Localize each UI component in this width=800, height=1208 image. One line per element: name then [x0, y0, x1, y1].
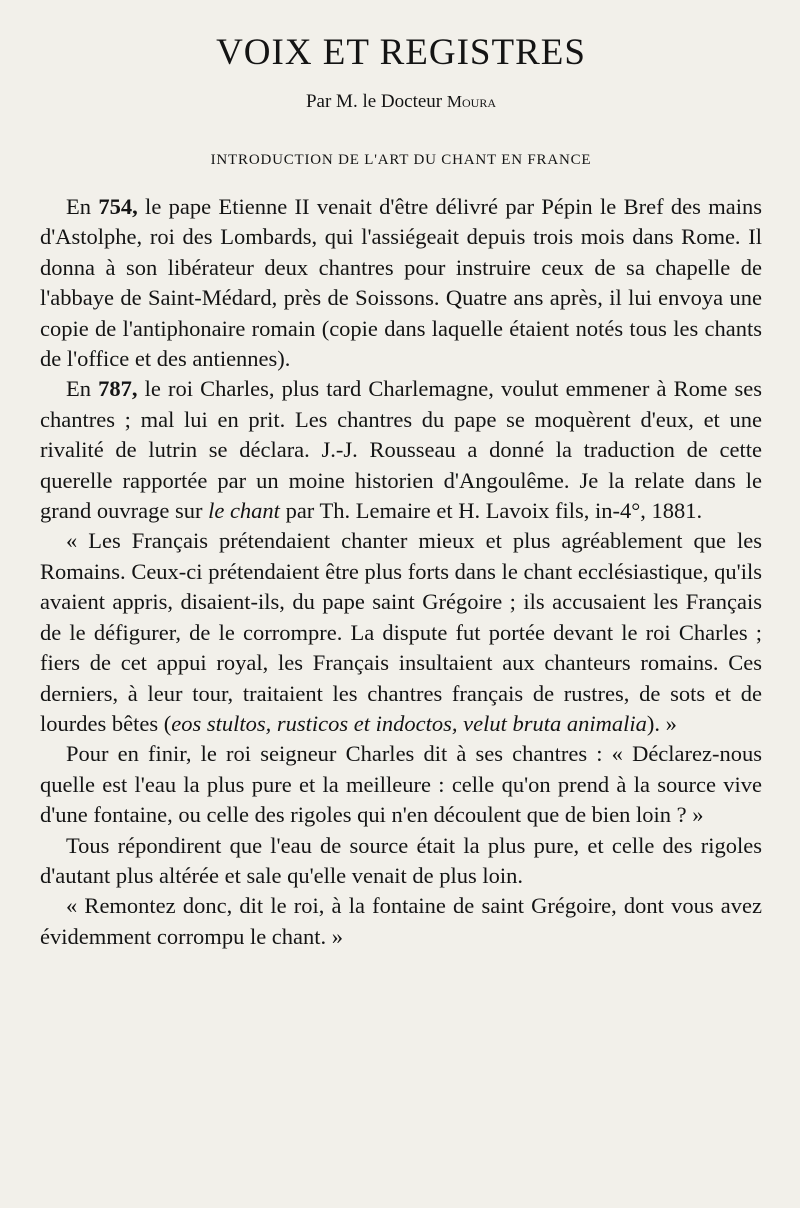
paragraph-3 — [40, 526, 762, 739]
paragraph-5: Tous répondirent que l'eau de source était la plus pure, et celle des rigoles d'autant plus altérée et sale qu'elle venait de plus loin. — [40, 832, 762, 888]
year-754: 754, — [98, 194, 138, 219]
document-title: VOIX ET REGISTRES — [216, 32, 586, 73]
paragraph-3-text-b: ). » — [646, 710, 677, 736]
paragraph-6: « Remontez donc, dit le roi, à la fontaine de saint Grégoire, dont vous avez évidemment corrompu le chant. » — [40, 893, 762, 949]
year-787: 787, — [98, 376, 138, 402]
byline — [40, 90, 762, 114]
section-heading: INTRODUCTION DE L'ART DU CHANT EN FRANCE — [210, 152, 592, 168]
paragraph-2-text-b: par Th. Lemaire et H. Lavoix fils, in-4°, 1881. — [279, 498, 703, 524]
paragraph-1: En 754, le pape Etienne II venait d'être délivré par Pépin le Bref des mains d'Astolphe, roi des Lombards, qui l'assiégeait depuis trois mois dans Rome. Il donna à son libérateur deux chantres pour instruire ceux de sa chapelle de l'abbaye de Saint-Médard, près de Soissons. Quatre ans après, il lui envoya une copie de l'antiphonaire romain (copie dans laquelle étaient notés tous les chants de l'office et des antiennes). — [40, 194, 762, 372]
paragraph-1-text: le pape Etienne II venait d'être délivré par Pépin le Bref des mains d'Astolphe, roi des Lombards, qui l'assiégeait depuis trois mois dans Rome. Il donna à son libérateur deux chantres pour instruire ceux de sa chapelle de l'abbaye de Saint-Médard, près de Soissons. Quatre ans après, il lui envoya une copie de l'antiphonaire romain (copie dans laquelle étaient notés tous les chants de l'office et des antiennes). — [40, 194, 762, 372]
paragraph-4: Pour en finir, le roi seigneur Charles dit à ses chantres : « Déclarez-nous quelle est l'eau la plus pure et la meilleure : celle qu'on prend à la source vive d'une fontaine, ou celle des rigoles qui n'en découlent que de bien loin ? » — [40, 741, 762, 828]
author-name: Moura — [446, 92, 496, 111]
paragraph-2-text-a: le roi Charles, plus tard Charlemagne, voulut emmener à Rome ses chantres ; mal lui en prit. Les chantres du pape se moquèrent d'eux, et une rivalité de lutrin se déclara. J.-J. Rousseau a donné la traduction de cette querelle rapportée par un moine historien d'Angoulême. Je la relate dans le grand ouvrage sur — [40, 376, 762, 524]
paragraph-3-italic: eos stultos, rusticos et indoctos, velut bruta animalia — [171, 710, 647, 736]
paragraph-2-italic: le chant — [208, 498, 280, 524]
paragraph-2: En 787, le roi Charles, plus tard Charlemagne, voulut emmener à Rome ses chantres ; mal lui en prit. Les chantres du pape se moquèrent d'eux, et une rivalité de lutrin se déclara. J.-J. Rousseau a donné la traduction de cette querelle rapportée par un moine historien d'Angoulême. Je la relate dans le grand ouvrage sur le chant par Th. Lemaire et H. Lavoix fils, in-4°, 1881. — [40, 376, 762, 524]
byline-prefix: Par M. le Docteur — [305, 91, 447, 112]
paragraph-3-text-a: « Les Français prétendaient chanter mieux et plus agréablement que les Romains. Ceux-ci prétendaient être plus forts dans le chant ecclésiastique, qu'ils avaient appris, disaient-ils, du pape saint Grégoire ; ils accusaient les Français de le défigurer, de le corrompre. La dispute fut portée devant le roi Charles ; fiers de cet appui royal, les Français insultaient aux chanteurs romains. Ces derniers, à leur tour, traitaient les chantres français de rustres, de sots et de lourdes bêtes ( — [40, 528, 762, 736]
